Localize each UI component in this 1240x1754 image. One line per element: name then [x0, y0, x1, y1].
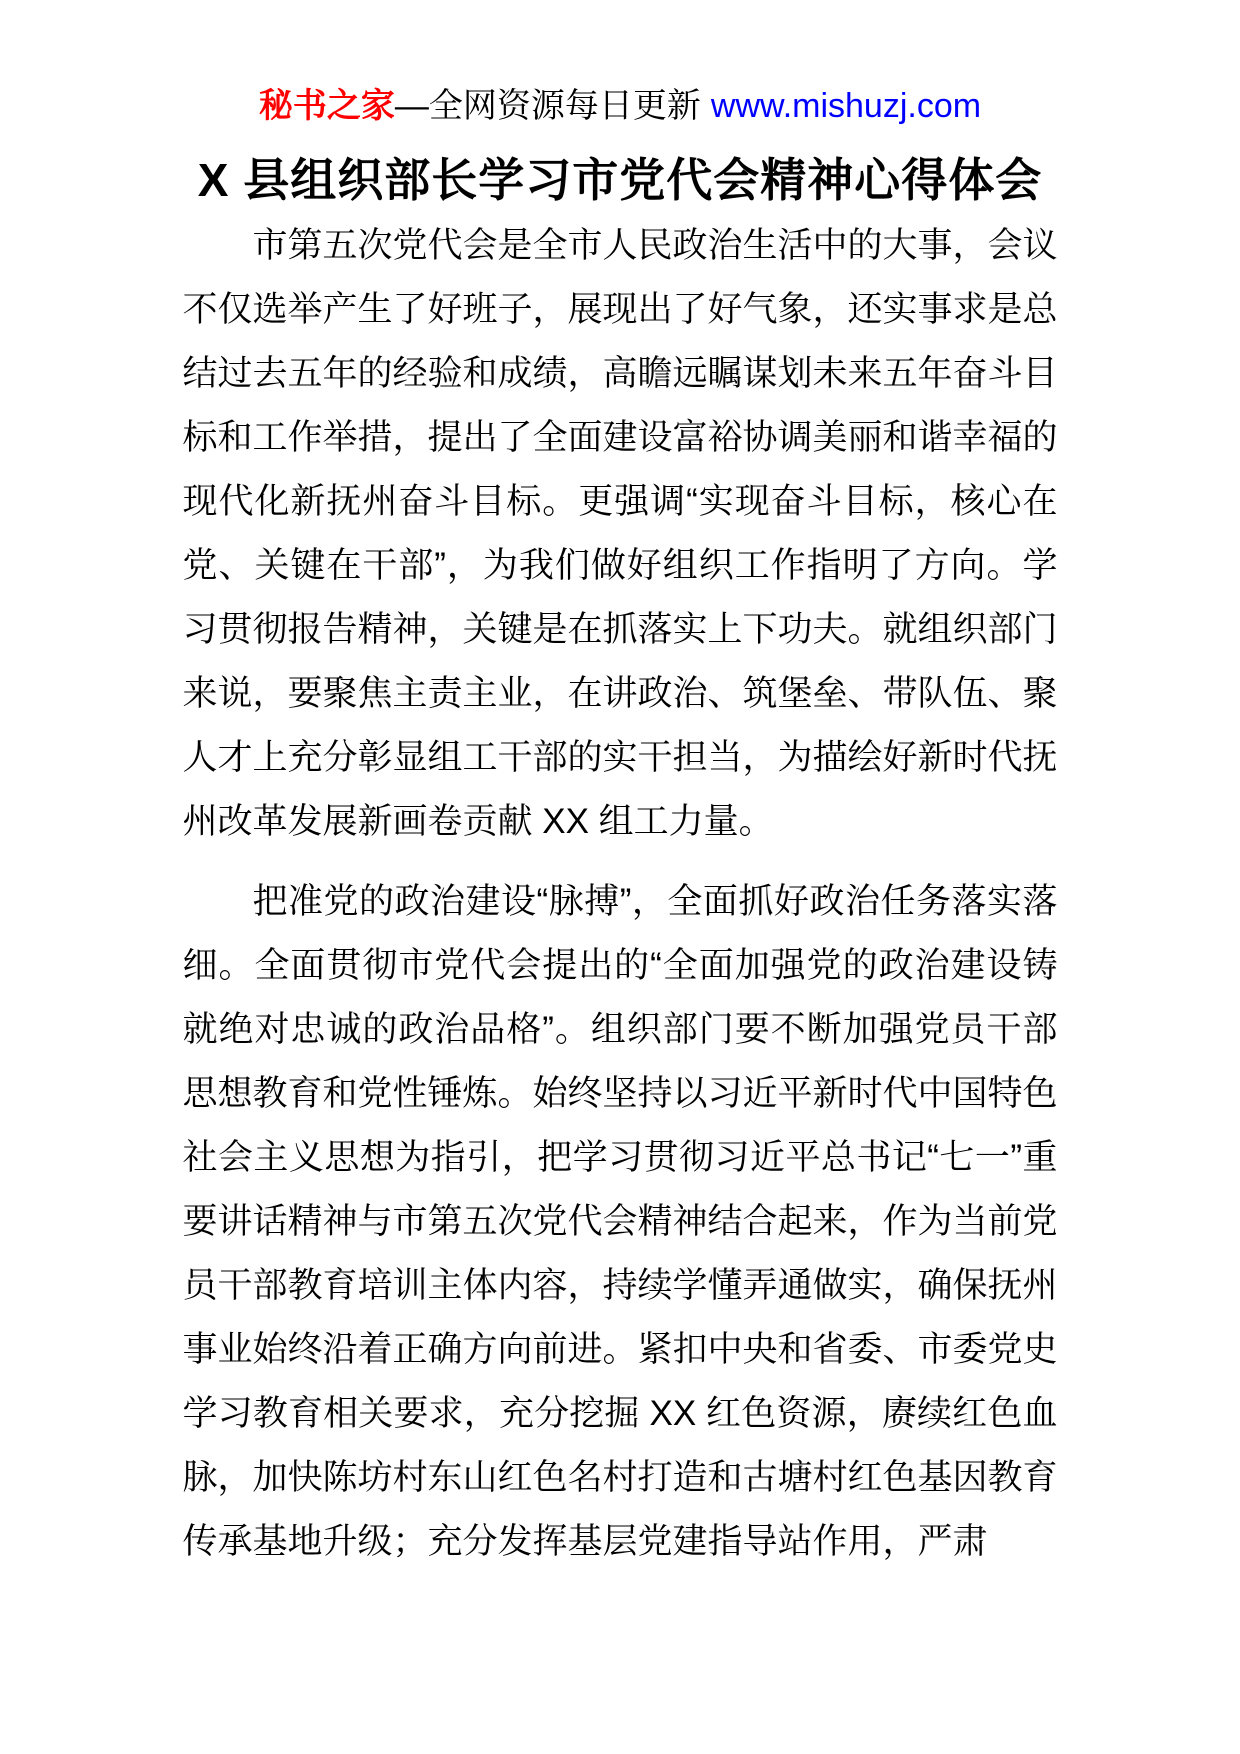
site-name: 秘书之家 [258, 87, 395, 125]
body-paragraph-1: 市第五次党代会是全市人民政治生活中的大事，会议不仅选举产生了好班子，展现出了好气象，还实事求是总结过去五年的经验和成绩，高瞻远瞩谋划未来五年奋斗目标和工作举措，提出了全面建设富裕协调美丽和谐幸福的现代化新抚州奋斗目标。更强调“实现奋斗目标，核心在党、关键在干部”，为我们做好组织工作指明了方向。学习贯彻报告精神，关键是在抓落实上下功夫。就组织部门来说，要聚焦主责主业，在讲政治、筑堡垒、带队伍、聚人才上充分彰显组工干部的实干担当，为描绘好新时代抚州改革发展新画卷贡献 XX 组工力量。 [182, 226, 1058, 841]
document-body [183, 214, 1058, 1574]
site-tagline: —全网资源每日更新 [394, 87, 701, 125]
site-header [0, 0, 1240, 126]
site-url-link[interactable]: www.mishuzj.com [710, 87, 982, 125]
body-paragraph-2: 把准党的政治建设“脉搏”，全面抓好政治任务落实落细。全面贯彻市党代会提出的“全面加强党的政治建设铸就绝对忠诚的政治品格”。组织部门要不断加强党员干部思想教育和党性锤炼。始终坚持以习近平新时代中国特色社会主义思想为指引，把学习贯彻习近平总书记“七一”重要讲话精神与市第五次党代会精神结合起来，作为当前党员干部教育培训主体内容，持续学懂弄通做实，确保抚州事业始终沿着正确方向前进。紧扣中央和省委、市委党史学习教育相关要求，充分挖掘 XX 红色资源，赓续红色血脉，加快陈坊村东山红色名村打造和古塘村红色基因教育传承基地升级；充分发挥基层党建指导站作用，严肃 [182, 882, 1058, 1561]
document-title: X 县组织部长学习市党代会精神心得体会 [197, 154, 1043, 206]
